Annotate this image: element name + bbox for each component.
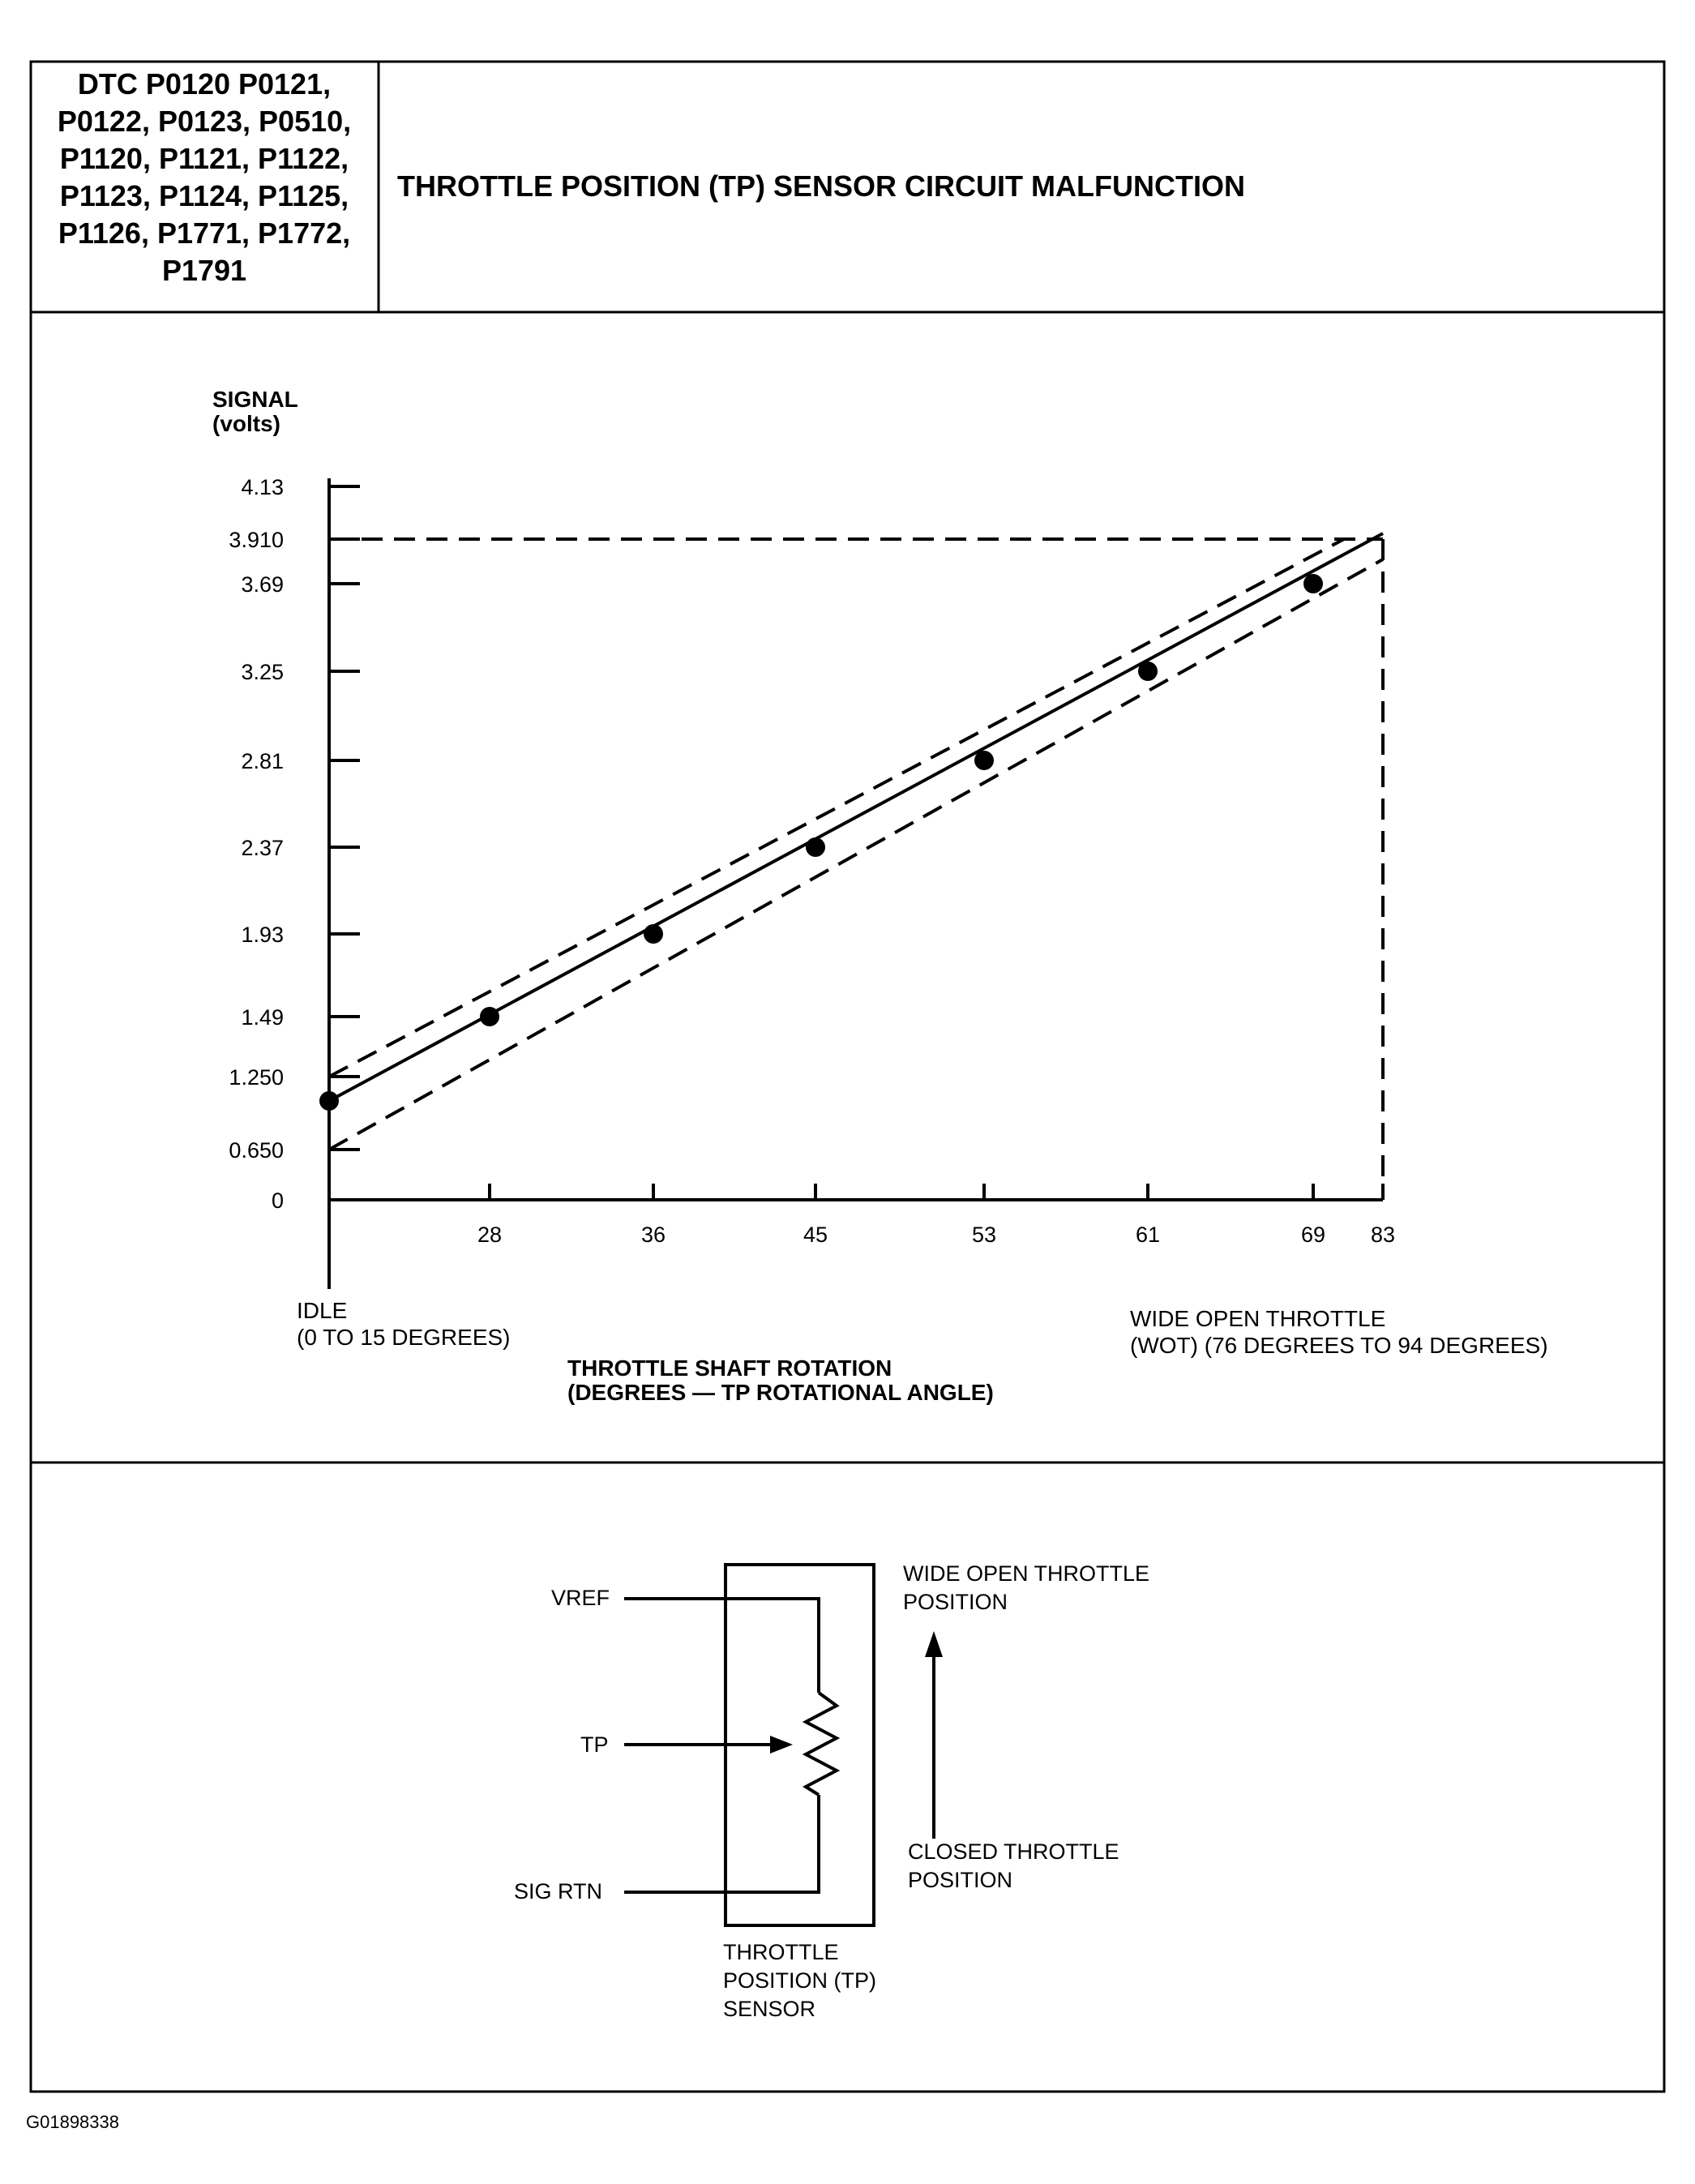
x-axis-ticks — [477, 1184, 1395, 1247]
chart — [212, 387, 1548, 1405]
y-tick-label: 3.25 — [241, 660, 284, 684]
wot-position-line: POSITION — [903, 1590, 1008, 1614]
y-tick-label: 0 — [271, 1188, 284, 1213]
tp-sensor-diagram — [514, 1561, 1149, 2021]
idle-label-line: (0 TO 15 DEGREES) — [297, 1325, 511, 1350]
upper-tolerance-line — [329, 539, 1344, 1077]
up-arrow-icon — [925, 1631, 943, 1657]
tolerance-band — [329, 539, 1383, 1198]
data-point — [319, 1091, 339, 1111]
sig-rtn-label: SIG RTN — [514, 1879, 603, 1904]
data-point — [974, 751, 994, 770]
sensor-label — [723, 1940, 876, 2021]
x-axis-title-line: THROTTLE SHAFT ROTATION — [567, 1355, 892, 1381]
x-tick-label: 53 — [971, 1223, 997, 1247]
wot-position-label — [903, 1561, 1149, 1614]
wiper-arrow-icon — [770, 1736, 793, 1754]
tp-label: TP — [580, 1732, 609, 1757]
idle-label-line: IDLE — [297, 1298, 348, 1323]
page-title: THROTTLE POSITION (TP) SENSOR CIRCUIT MALFUNCTION — [397, 169, 1245, 203]
wot-label-line: WIDE OPEN THROTTLE — [1130, 1306, 1386, 1331]
y-axis-title-line: (volts) — [212, 411, 280, 436]
data-point — [480, 1007, 499, 1026]
closed-position-line: CLOSED THROTTLE — [908, 1839, 1119, 1864]
dtc-line: P1120, P1121, P1122, — [59, 142, 349, 175]
y-tick-label: 1.250 — [229, 1065, 284, 1090]
resistor-symbol — [806, 1693, 837, 1795]
data-point — [806, 837, 825, 857]
y-tick-label: 3.69 — [241, 572, 284, 597]
closed-position-label — [908, 1839, 1119, 1892]
data-point — [1138, 662, 1158, 681]
dtc-line: P1126, P1771, P1772, — [58, 216, 351, 250]
dtc-line: DTC P0120 P0121, — [77, 67, 332, 101]
data-series — [319, 533, 1383, 1111]
x-tick-label: 69 — [1300, 1223, 1326, 1247]
data-point — [644, 924, 663, 944]
dtc-line: P0122, P0123, P0510, — [57, 105, 352, 138]
dtc-line: P1123, P1124, P1125, — [59, 179, 349, 212]
y-axis-ticks — [229, 475, 360, 1213]
idle-annotation — [297, 1298, 511, 1350]
wot-label-line: (WOT) (76 DEGREES TO 94 DEGREES) — [1130, 1333, 1548, 1358]
y-tick-label: 2.81 — [241, 749, 284, 773]
x-axis-title-line: (DEGREES — TP ROTATIONAL ANGLE) — [567, 1380, 994, 1405]
y-tick-label: 1.49 — [241, 1005, 284, 1030]
dtc-line: P1791 — [161, 254, 247, 287]
y-tick-label: 0.650 — [229, 1138, 284, 1163]
sensor-label-line: THROTTLE — [723, 1940, 839, 1964]
x-tick-label: 28 — [477, 1223, 503, 1247]
closed-position-line: POSITION — [908, 1868, 1013, 1892]
x-tick-label: 36 — [640, 1223, 666, 1247]
y-tick-label: 2.37 — [241, 836, 284, 860]
data-point — [1303, 574, 1323, 593]
sensor-label-line: POSITION (TP) — [723, 1968, 876, 1993]
vref-label: VREF — [551, 1586, 610, 1610]
figure-id: G01898338 — [26, 2112, 119, 2132]
x-axis-title — [567, 1355, 994, 1405]
y-tick-label: 4.13 — [241, 475, 284, 499]
y-tick-label: 3.910 — [229, 528, 284, 552]
vref-wire — [624, 1599, 819, 1693]
dtc-code-list — [58, 67, 351, 287]
y-axis-title-line: SIGNAL — [212, 387, 298, 412]
lower-tolerance-line — [329, 559, 1383, 1150]
x-tick-label: 61 — [1135, 1223, 1161, 1247]
sensor-label-line: SENSOR — [723, 1997, 816, 2021]
wot-annotation — [1130, 1306, 1548, 1358]
y-tick-label: 1.93 — [241, 923, 284, 947]
x-tick-label: 83 — [1370, 1223, 1396, 1247]
x-tick-label: 45 — [803, 1223, 828, 1247]
wot-position-line: WIDE OPEN THROTTLE — [903, 1561, 1150, 1586]
sig-rtn-wire — [624, 1795, 819, 1892]
